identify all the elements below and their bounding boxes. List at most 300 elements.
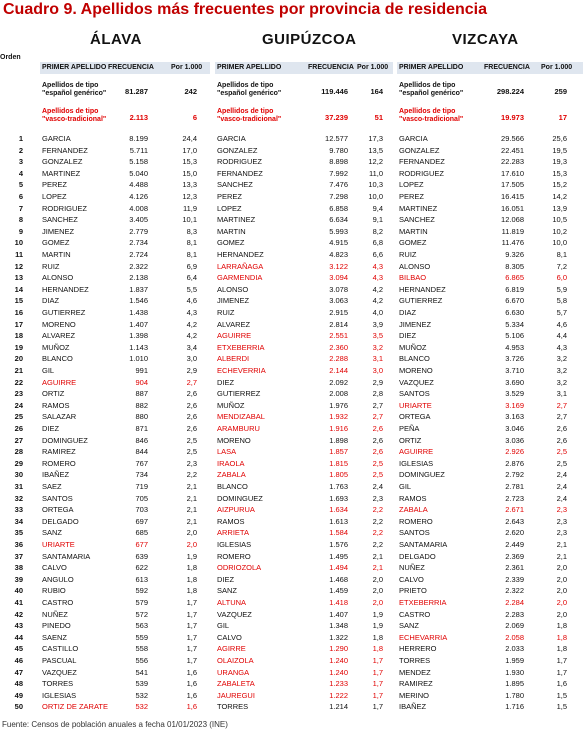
rate-cell: 2,5 — [372, 458, 383, 468]
surname-cell: ETXEBERRIA — [399, 598, 447, 607]
frequency-cell: 4.126 — [129, 192, 148, 201]
rate-cell: 1,7 — [186, 598, 197, 607]
surname-cell: IRAOLA — [217, 458, 245, 468]
row-rank: 33 — [14, 505, 23, 515]
table-row — [0, 481, 585, 493]
rate-cell: 1,6 — [186, 679, 197, 689]
column-header-row — [40, 62, 210, 74]
row-rank: 10 — [14, 238, 23, 248]
frequency-cell: 2.058 — [505, 632, 524, 642]
frequency-cell: 639 — [135, 551, 148, 561]
rate-cell: 4,2 — [372, 296, 383, 306]
orden-header: Orden — [0, 54, 21, 61]
frequency-cell: 558 — [135, 644, 148, 654]
rate-cell: 3,2 — [372, 342, 383, 352]
frequency-cell: 5.158 — [129, 157, 148, 167]
row-rank: 38 — [14, 563, 23, 573]
frequency-cell: 767 — [135, 458, 148, 468]
row-rank: 3 — [18, 157, 23, 167]
frequency-cell: 592 — [135, 586, 148, 596]
rate-cell: 1,8 — [372, 632, 383, 642]
frequency-cell: 541 — [135, 667, 148, 677]
generico-rate: 242 — [184, 87, 197, 96]
surname-cell: DOMINGUEZ — [217, 493, 263, 503]
surname-cell: LASA — [217, 447, 237, 457]
surname-cell: CASTRO — [399, 609, 431, 619]
surname-cell: GARCIA — [217, 134, 246, 143]
rate-cell: 1,7 — [372, 656, 383, 665]
surname-cell: GOMEZ — [399, 238, 427, 248]
row-rank: 47 — [14, 667, 23, 677]
frequency-cell: 1.576 — [329, 540, 348, 549]
table-row — [0, 516, 585, 528]
vasco-freq: 19.973 — [501, 113, 524, 122]
table-row — [0, 261, 585, 273]
row-rank: 1 — [18, 134, 23, 143]
surname-cell: DOMINGUEZ — [399, 470, 445, 480]
table-row — [0, 411, 585, 423]
row-rank: 11 — [15, 250, 23, 259]
rate-cell: 1,5 — [556, 690, 567, 700]
generico-freq: 119.446 — [321, 87, 348, 96]
rate-cell: 10,0 — [552, 238, 567, 248]
frequency-cell: 2.781 — [505, 482, 524, 491]
frequency-cell: 3.078 — [329, 284, 348, 294]
frequency-cell: 2.288 — [329, 354, 348, 364]
page-title: Cuadro 9. Apellidos más frecuentes por provincia de residencia — [3, 1, 487, 18]
frequency-cell: 1.438 — [129, 308, 148, 317]
frequency-cell: 2.814 — [329, 319, 348, 329]
frequency-cell: 11.476 — [501, 238, 524, 248]
surname-cell: RAMIREZ — [399, 679, 433, 689]
surname-cell: MUÑOZ — [42, 342, 70, 352]
surname-cell: ALTUNA — [217, 598, 247, 607]
table-row — [0, 655, 585, 667]
surname-cell: ECHEVARRIA — [399, 632, 448, 642]
frequency-cell: 579 — [135, 598, 148, 607]
rate-cell: 7,2 — [556, 261, 567, 271]
frequency-cell: 5.334 — [505, 319, 524, 329]
table-row — [0, 330, 585, 342]
rate-cell: 4,6 — [556, 319, 567, 329]
table-row — [0, 620, 585, 632]
rate-cell: 2,6 — [186, 389, 197, 399]
frequency-cell: 844 — [135, 447, 148, 457]
frequency-cell: 9.326 — [505, 250, 524, 259]
rate-cell: 5,7 — [556, 308, 567, 317]
surname-cell: DIEZ — [217, 574, 235, 584]
frequency-cell: 8.305 — [505, 261, 524, 271]
rate-cell: 2,3 — [186, 458, 197, 468]
rate-cell: 2,9 — [186, 366, 197, 375]
frequency-cell: 2.284 — [505, 598, 524, 607]
frequency-cell: 3.169 — [505, 400, 524, 410]
rate-cell: 2,3 — [556, 516, 567, 526]
surname-cell: MARTIN — [42, 250, 71, 259]
surname-cell: MARTIN — [399, 226, 428, 236]
surname-cell: DIAZ — [42, 296, 60, 306]
surname-cell: LOPEZ — [399, 180, 424, 190]
rate-cell: 2,9 — [372, 377, 383, 387]
frequency-cell: 1.348 — [329, 621, 348, 631]
rate-cell: 2,6 — [556, 435, 567, 445]
rate-cell: 6,4 — [186, 273, 197, 283]
frequency-cell: 1.495 — [329, 551, 348, 561]
generico-rate: 259 — [554, 87, 567, 96]
rate-cell: 1,8 — [186, 586, 197, 596]
rate-cell: 8,1 — [556, 250, 567, 259]
rate-cell: 1,8 — [556, 632, 567, 642]
table-row — [0, 667, 585, 679]
table-row — [0, 643, 585, 655]
header-por1000: Por 1.000 — [357, 64, 389, 71]
table-row — [0, 701, 585, 713]
surname-cell: DIEZ — [217, 377, 235, 387]
rate-cell: 2,4 — [556, 493, 567, 503]
rate-cell: 2,6 — [186, 400, 197, 410]
vasco-freq: 37.239 — [325, 113, 348, 122]
rate-cell: 3,1 — [372, 354, 383, 364]
rate-cell: 2,7 — [556, 400, 567, 410]
rate-cell: 13,5 — [368, 145, 383, 155]
surname-cell: GARMENDIA — [217, 273, 263, 283]
frequency-cell: 1.407 — [329, 609, 348, 619]
surname-cell: RAMOS — [217, 516, 245, 526]
surname-cell: SANZ — [42, 528, 63, 538]
row-rank: 14 — [14, 284, 23, 294]
frequency-cell: 8.199 — [129, 134, 148, 143]
frequency-cell: 734 — [135, 470, 148, 480]
table-row — [0, 527, 585, 539]
rate-cell: 2,6 — [372, 435, 383, 445]
surname-cell: DIEZ — [399, 331, 417, 341]
frequency-cell: 2.283 — [505, 609, 524, 619]
table-row — [0, 458, 585, 470]
surname-cell: MARTINEZ — [42, 168, 81, 178]
row-rank: 22 — [14, 377, 23, 387]
surname-cell: CALVO — [399, 574, 424, 584]
surname-cell: AGUIRRE — [399, 447, 434, 457]
rate-cell: 3,4 — [186, 342, 197, 352]
row-rank: 32 — [14, 493, 23, 503]
frequency-cell: 29.566 — [501, 134, 524, 143]
rate-cell: 2,0 — [186, 528, 197, 538]
row-rank: 9 — [18, 226, 23, 236]
frequency-cell: 4.915 — [329, 238, 348, 248]
rate-cell: 2,4 — [556, 470, 567, 480]
surname-cell: ALVAREZ — [42, 331, 76, 341]
surname-cell: SANZ — [217, 586, 238, 596]
generico-rate: 164 — [370, 87, 383, 96]
header-frecuencia: FRECUENCIA — [108, 64, 154, 71]
surname-cell: MORENO — [217, 435, 251, 445]
rate-cell: 10,1 — [182, 215, 197, 225]
rate-cell: 2,0 — [556, 598, 567, 607]
surname-cell: CALVO — [217, 632, 242, 642]
province-title-vizcaya: VIZCAYA — [452, 31, 519, 48]
rate-cell: 2,7 — [372, 412, 383, 422]
surname-cell: GARCIA — [42, 134, 71, 143]
frequency-cell: 887 — [135, 389, 148, 399]
surname-cell: TORRES — [217, 702, 249, 712]
table-row — [0, 237, 585, 249]
row-rank: 40 — [14, 586, 23, 596]
frequency-cell: 2.779 — [129, 226, 148, 236]
column-header-row — [397, 62, 583, 74]
frequency-cell: 1.815 — [329, 458, 348, 468]
frequency-cell: 22.451 — [501, 145, 524, 155]
surname-cell: HERRERO — [399, 644, 437, 654]
surname-cell: ALVAREZ — [217, 319, 251, 329]
surname-cell: AGUIRRE — [42, 377, 77, 387]
rate-cell: 13,9 — [552, 203, 567, 213]
row-rank: 34 — [14, 516, 23, 526]
frequency-cell: 1.494 — [329, 563, 348, 573]
rate-cell: 2,0 — [372, 574, 383, 584]
generico-freq: 298.224 — [496, 87, 524, 96]
frequency-cell: 12.068 — [501, 215, 524, 225]
rate-cell: 2,7 — [556, 412, 567, 422]
rate-cell: 14,2 — [552, 192, 567, 201]
rate-cell: 1,7 — [186, 656, 197, 665]
frequency-cell: 2.322 — [505, 586, 524, 596]
frequency-cell: 7.992 — [329, 168, 348, 178]
table-row — [0, 551, 585, 563]
surname-cell: RUIZ — [399, 250, 417, 259]
surname-cell: DIEZ — [42, 424, 60, 433]
frequency-cell: 5.106 — [505, 331, 524, 341]
rate-cell: 4,2 — [186, 331, 197, 341]
rate-cell: 1,6 — [186, 690, 197, 700]
frequency-cell: 2.671 — [505, 505, 524, 515]
frequency-cell: 2.138 — [129, 273, 148, 283]
rate-cell: 2,1 — [372, 551, 383, 561]
surname-cell: DELGADO — [42, 516, 79, 526]
surname-cell: SAEZ — [42, 482, 62, 491]
rate-cell: 4,3 — [372, 261, 383, 271]
header-frecuencia: FRECUENCIA — [484, 64, 530, 71]
surname-cell: VAZQUEZ — [399, 377, 434, 387]
surname-cell: LARRAÑAGA — [217, 261, 264, 271]
rate-cell: 19,5 — [552, 145, 567, 155]
surname-cell: ALONSO — [42, 273, 74, 283]
frequency-cell: 2.322 — [129, 261, 148, 271]
rate-cell: 25,6 — [552, 134, 567, 143]
surname-cell: IBAÑEZ — [399, 702, 427, 712]
row-rank: 6 — [18, 192, 23, 201]
rate-cell: 2,2 — [372, 540, 383, 549]
rate-cell: 15,3 — [182, 157, 197, 167]
row-rank: 37 — [14, 551, 23, 561]
surname-cell: TORRES — [399, 656, 431, 665]
rate-cell: 4,3 — [372, 273, 383, 283]
rate-cell: 8,3 — [186, 226, 197, 236]
frequency-cell: 2.339 — [505, 574, 524, 584]
surname-cell: SANCHEZ — [217, 180, 253, 190]
rate-cell: 1,6 — [556, 679, 567, 689]
surname-cell: RODRIGUEZ — [42, 203, 87, 213]
rate-cell: 2,6 — [186, 412, 197, 422]
row-rank: 35 — [14, 528, 23, 538]
surname-cell: ARAMBURU — [217, 424, 260, 433]
rate-cell: 1,8 — [556, 621, 567, 631]
frequency-cell: 1.214 — [329, 702, 348, 712]
frequency-cell: 2.734 — [129, 238, 148, 248]
surname-cell: ANGULO — [42, 574, 74, 584]
rate-cell: 2,8 — [372, 389, 383, 399]
frequency-cell: 6.670 — [505, 296, 524, 306]
frequency-cell: 2.449 — [505, 540, 524, 549]
column-header-row — [215, 62, 393, 74]
row-rank: 36 — [14, 540, 23, 549]
rate-cell: 8,1 — [186, 250, 197, 259]
frequency-cell: 882 — [135, 400, 148, 410]
frequency-cell: 4.823 — [329, 250, 348, 259]
frequency-cell: 1.693 — [329, 493, 348, 503]
table-row — [0, 435, 585, 447]
rate-cell: 9,4 — [372, 203, 383, 213]
frequency-cell: 3.405 — [129, 215, 148, 225]
frequency-cell: 685 — [135, 528, 148, 538]
surname-cell: GIL — [217, 621, 230, 631]
surname-cell: GOMEZ — [42, 238, 70, 248]
rate-cell: 10,0 — [368, 192, 383, 201]
frequency-cell: 11.819 — [501, 226, 524, 236]
rate-cell: 12,2 — [368, 157, 383, 167]
surname-cell: IBAÑEZ — [42, 470, 70, 480]
table-row — [0, 191, 585, 203]
frequency-cell: 16.415 — [501, 192, 524, 201]
frequency-cell: 2.033 — [505, 644, 524, 654]
surname-cell: GONZALEZ — [42, 157, 83, 167]
surname-cell: ECHEVERRIA — [217, 366, 266, 375]
rate-cell: 2,1 — [556, 540, 567, 549]
surname-cell: LOPEZ — [42, 192, 67, 201]
frequency-cell: 8.898 — [329, 157, 348, 167]
table-row — [0, 365, 585, 377]
row-rank: 42 — [14, 609, 23, 619]
surname-cell: GONZALEZ — [399, 145, 440, 155]
rate-cell: 1,7 — [372, 702, 383, 712]
rate-cell: 15,2 — [552, 180, 567, 190]
frequency-cell: 1.976 — [329, 400, 348, 410]
table-row — [0, 156, 585, 168]
rate-cell: 3,9 — [372, 319, 383, 329]
frequency-cell: 563 — [135, 621, 148, 631]
header-apellido: PRIMER APELLIDO — [42, 64, 107, 71]
frequency-cell: 2.876 — [505, 458, 524, 468]
surname-cell: MERINO — [399, 690, 429, 700]
surname-cell: VAZQUEZ — [42, 667, 77, 677]
rate-cell: 2,3 — [556, 528, 567, 538]
frequency-cell: 1.290 — [329, 644, 348, 654]
table-row — [0, 203, 585, 215]
rate-cell: 3,0 — [372, 366, 383, 375]
frequency-cell: 1.780 — [505, 690, 524, 700]
surname-cell: SANTOS — [399, 528, 430, 538]
frequency-cell: 3.063 — [329, 296, 348, 306]
surname-cell: BLANCO — [217, 482, 248, 491]
rate-cell: 10,5 — [552, 215, 567, 225]
surname-cell: ORTEGA — [399, 412, 431, 422]
surname-cell: NUÑEZ — [399, 563, 425, 573]
frequency-cell: 3.094 — [329, 273, 348, 283]
rate-cell: 10,2 — [552, 226, 567, 236]
frequency-cell: 1.716 — [505, 702, 524, 712]
frequency-cell: 871 — [135, 424, 148, 433]
surname-cell: FERNANDEZ — [217, 168, 263, 178]
surname-cell: SAENZ — [42, 632, 68, 642]
surname-cell: GIL — [399, 482, 412, 491]
frequency-cell: 4.953 — [505, 342, 524, 352]
surname-cell: SANZ — [399, 621, 420, 631]
frequency-cell: 1.459 — [329, 586, 348, 596]
surname-cell: AIZPURUA — [217, 505, 255, 515]
surname-cell: DIAZ — [399, 308, 417, 317]
rate-cell: 2,5 — [186, 435, 197, 445]
row-rank: 13 — [14, 273, 23, 283]
surname-cell: DOMINGUEZ — [42, 435, 88, 445]
surname-cell: RUIZ — [217, 308, 235, 317]
frequency-cell: 991 — [135, 366, 148, 375]
row-rank: 5 — [18, 180, 23, 190]
frequency-cell: 705 — [135, 493, 148, 503]
table-row — [0, 609, 585, 621]
province-title-alava: ÁLAVA — [90, 31, 142, 48]
surname-cell: BLANCO — [42, 354, 73, 364]
source-note: Fuente: Censos de población anuales a fecha 01/01/2023 (INE) — [2, 720, 228, 729]
surname-cell: JIMENEZ — [399, 319, 432, 329]
surname-cell: JIMENEZ — [42, 226, 75, 236]
rate-cell: 10,3 — [368, 180, 383, 190]
surname-cell: RODRIGUEZ — [399, 168, 444, 178]
surname-cell: HERNANDEZ — [42, 284, 89, 294]
frequency-cell: 532 — [135, 690, 148, 700]
rate-cell: 1,6 — [186, 667, 197, 677]
rate-cell: 1,6 — [186, 702, 197, 712]
surname-cell: MARTINEZ — [399, 203, 438, 213]
table-row — [0, 574, 585, 586]
surname-cell: MENDEZ — [399, 667, 431, 677]
surname-cell: RAMOS — [42, 400, 70, 410]
surname-cell: GIL — [42, 366, 55, 375]
surname-cell: MENDIZABAL — [217, 412, 265, 422]
surname-cell: DELGADO — [399, 551, 436, 561]
generico-label: Apellidos de tipo "español genérico" — [399, 82, 464, 97]
surname-cell: FERNANDEZ — [399, 157, 445, 167]
table-row — [0, 469, 585, 481]
rate-cell: 3,0 — [186, 354, 197, 364]
table-row — [0, 319, 585, 331]
vasco-freq: 2.113 — [129, 113, 148, 122]
frequency-cell: 17.610 — [501, 168, 524, 178]
rate-cell: 2,0 — [556, 574, 567, 584]
table-row — [0, 249, 585, 261]
surname-cell: MORENO — [42, 319, 76, 329]
frequency-cell: 3.046 — [505, 424, 524, 433]
surname-cell: VAZQUEZ — [217, 609, 252, 619]
rate-cell: 2,0 — [556, 609, 567, 619]
rate-cell: 5,8 — [556, 296, 567, 306]
surname-cell: RAMOS — [399, 493, 427, 503]
row-rank: 17 — [14, 319, 23, 329]
header-block-alava — [40, 62, 210, 123]
rate-cell: 8,2 — [372, 226, 383, 236]
frequency-cell: 3.710 — [505, 366, 524, 375]
surname-cell: SANTAMARIA — [42, 551, 91, 561]
header-apellido: PRIMER APELLIDO — [217, 64, 282, 71]
frequency-cell: 559 — [135, 632, 148, 642]
